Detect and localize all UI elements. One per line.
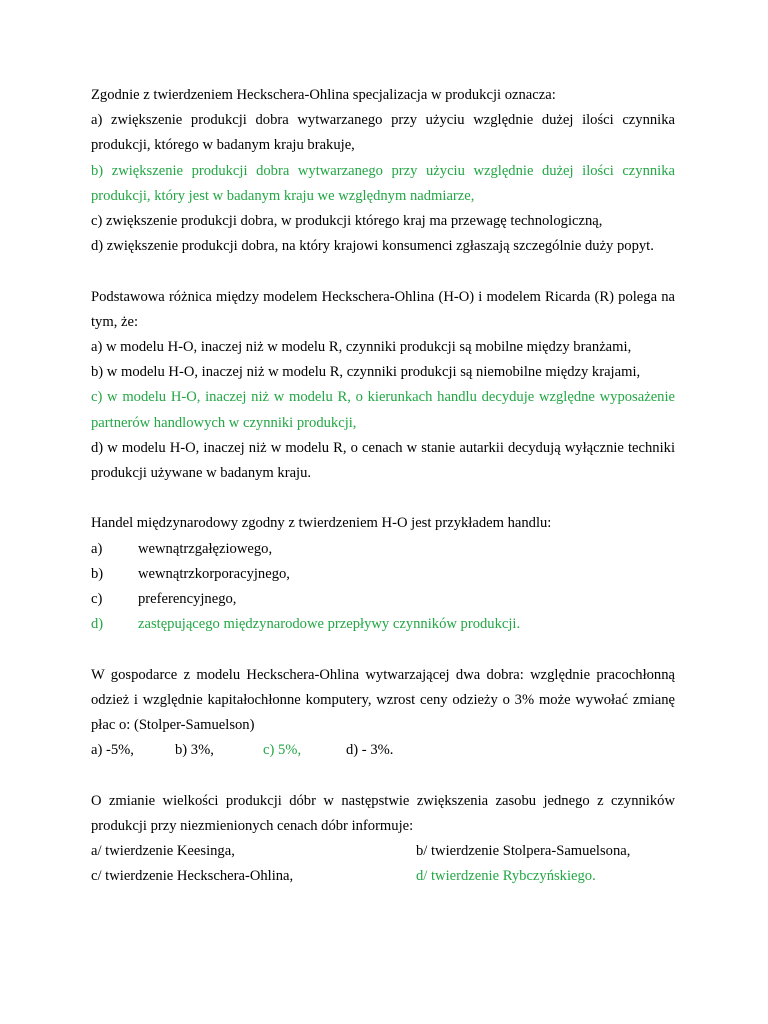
question-4-option-a: a) -5%, — [91, 742, 134, 759]
question-4-option-d: d) - 3%. — [346, 742, 394, 759]
question-2 — [91, 285, 675, 487]
question-5-option-a: a/ twierdzenie Keesinga, — [91, 843, 235, 860]
question-5 — [91, 789, 675, 890]
question-2-option-d: d) w modelu H-O, inaczej niż w modelu R, o cenach w stanie autarkii decydują wyłącznie techniki produkcji używane w badanym kraju. — [91, 439, 675, 482]
question-1 — [91, 83, 675, 259]
question-4-options — [91, 738, 675, 763]
question-1-option-a: a) zwiększenie produkcji dobra wytwarzanego przy użyciu względnie dużej ilości czynnika produkcji, którego w badanym kraju brakuje, — [91, 112, 675, 154]
question-4-stem: W gospodarce z modelu Heckschera-Ohlina wytwarzającej dwa dobra: względnie pracochłonną odzież i względnie kapitałochłonne komputery, wzrost ceny odzieży o 3% może wywołać zmianę płac o: (Stolper-Samuelson) — [91, 666, 675, 734]
question-4 — [91, 663, 675, 764]
question-5-stem: O zmianie wielkości produkcji dóbr w następstwie zwiększenia zasobu jednego z czynników produkcji przy niezmienionych cenach dóbr informuje: — [91, 792, 675, 834]
option-text: zastępującego międzynarodowe przepływy czynników produkcji. — [138, 616, 521, 633]
question-3-option-c — [91, 587, 675, 612]
question-5-row-1 — [91, 839, 675, 864]
question-3-option-a — [91, 537, 675, 562]
option-label: d) — [91, 616, 104, 633]
question-3-option-d-correct — [91, 612, 675, 637]
question-3 — [91, 511, 675, 637]
question-1-stem: Zgodnie z twierdzeniem Heckschera-Ohlina specjalizacja w produkcji oznacza: — [91, 87, 556, 103]
question-5-option-b: b/ twierdzenie Stolpera-Samuelsona, — [416, 843, 631, 860]
question-2-option-a: a) w modelu H-O, inaczej niż w modelu R, czynniki produkcji są mobilne między branżami, — [91, 339, 632, 356]
question-5-row-2 — [91, 864, 675, 889]
option-label: b) — [91, 565, 104, 582]
document-body — [91, 83, 675, 915]
question-5-option-d-correct: d/ twierdzenie Rybczyńskiego. — [416, 868, 596, 885]
question-1-option-c: c) zwiększenie produkcji dobra, w produkcji którego kraj ma przewagę technologiczną, — [91, 213, 603, 230]
question-4-option-b: b) 3%, — [175, 742, 214, 759]
option-text: preferencyjnego, — [138, 591, 237, 608]
option-text: wewnątrzgałęziowego, — [138, 540, 273, 557]
option-label: c) — [91, 591, 103, 608]
question-4-option-c-correct: c) 5%, — [263, 742, 302, 759]
question-3-stem: Handel międzynarodowy zgodny z twierdzeniem H-O jest przykładem handlu: — [91, 515, 552, 532]
option-label: a) — [91, 540, 103, 557]
question-3-option-b — [91, 562, 675, 587]
question-5-option-c: c/ twierdzenie Heckschera-Ohlina, — [91, 868, 294, 885]
question-2-stem: Podstawowa różnica między modelem Heckschera-Ohlina (H-O) i modelem Ricarda (R) polega na tym, że: — [91, 288, 675, 330]
option-text: wewnątrzkorporacyjnego, — [138, 565, 290, 582]
question-2-option-b: b) w modelu H-O, inaczej niż w modelu R, czynniki produkcji są niemobilne między krajami, — [91, 364, 641, 381]
question-1-option-d: d) zwiększenie produkcji dobra, na który krajowi konsumenci zgłaszają szczególnie duży popyt. — [91, 238, 654, 255]
question-2-option-c-correct: c) w modelu H-O, inaczej niż w modelu R, o kierunkach handlu decyduje względne wyposażenie partnerów handlowych w czynniki produkcji, — [91, 389, 675, 431]
question-1-option-b-correct: b) zwiększenie produkcji dobra wytwarzanego przy użyciu względnie dużej ilości czynnika produkcji, który jest w badanym kraju we względnym nadmiarze, — [91, 162, 675, 204]
